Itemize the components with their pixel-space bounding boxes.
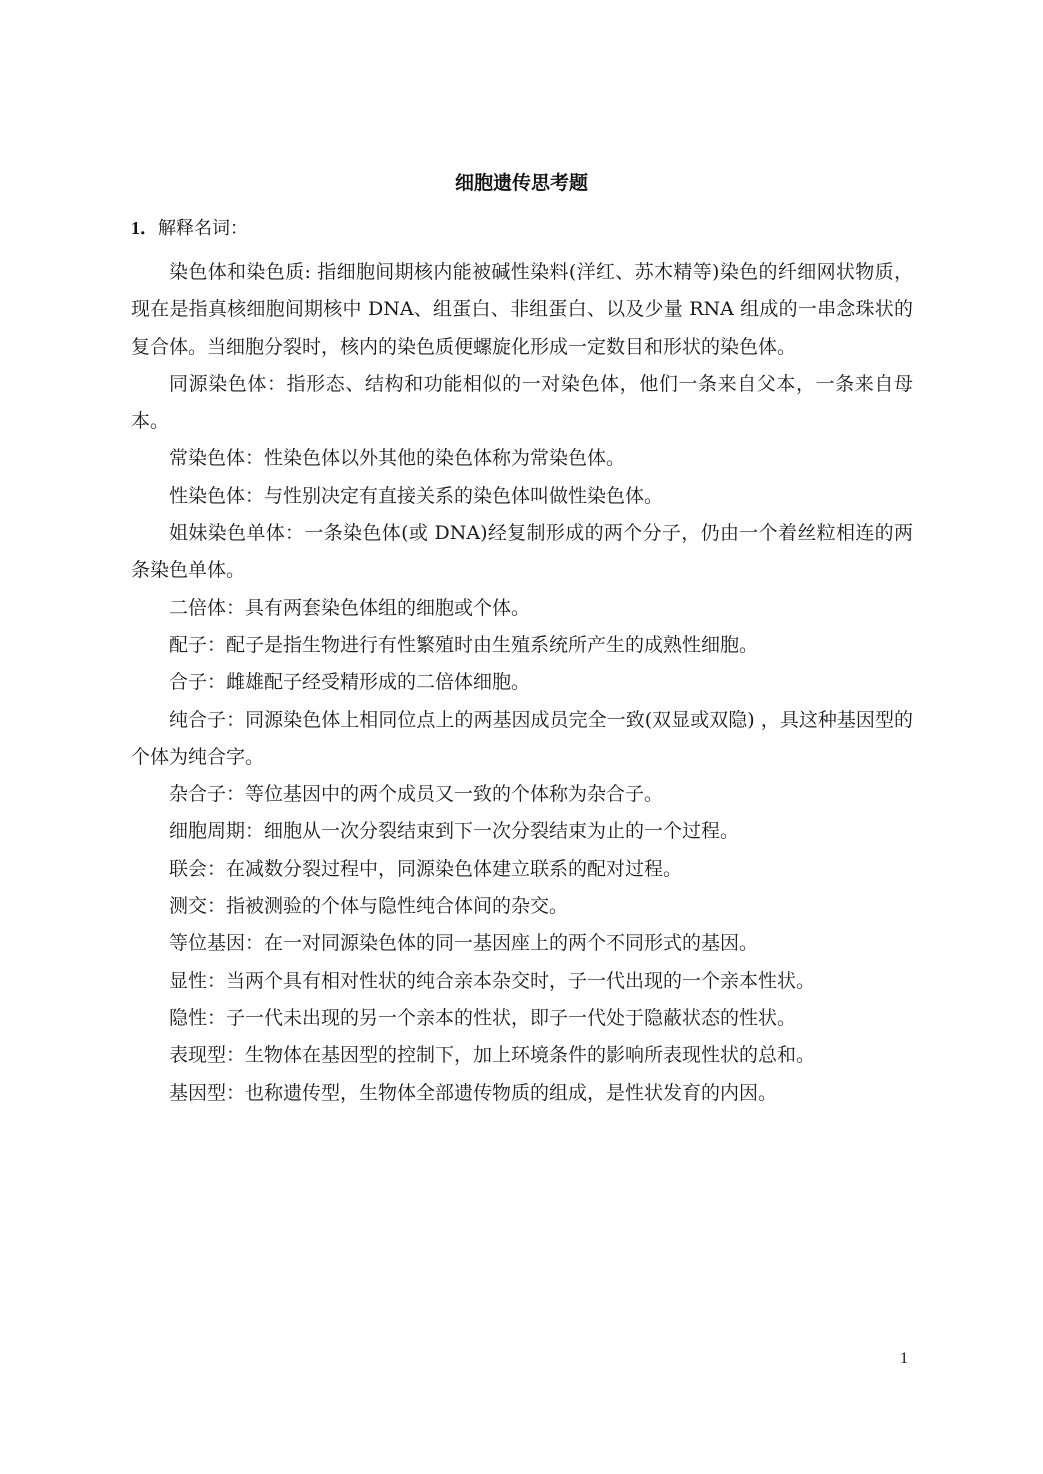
definition-paragraph: 染色体和染色质: 指细胞间期核内能被碱性染料(洋红、苏木精等)染色的纤细网状物质，现在是指真核细胞间期核中 DNA、组蛋白、非组蛋白、以及少量 RNA 组成的一串念珠状的复合体。当细胞分裂时，核内的染色质便螺旋化形成一定数目和形状的染色体。 (131, 261, 913, 358)
definition-paragraph: 表现型：生物体在基因型的控制下，加上环境条件的影响所表现性状的总和。 (169, 1044, 816, 1067)
definition-paragraph: 合子：雌雄配子经受精形成的二倍体细胞。 (169, 671, 531, 694)
section-heading (131, 214, 248, 240)
definition-paragraph: 常染色体：性染色体以外其他的染色体称为常染色体。 (169, 447, 626, 470)
definition-paragraph: 基因型：也称遗传型，生物体全部遗传物质的组成，是性状发育的内因。 (169, 1081, 778, 1104)
definition-paragraph: 二倍体：具有两套染色体组的细胞或个体。 (169, 596, 531, 619)
definition-paragraph: 配子：配子是指生物进行有性繁殖时由生殖系统所产生的成熟性细胞。 (169, 633, 759, 656)
definition-paragraph: 同源染色体：指形态、结构和功能相似的一对染色体，他们一条来自父本，一条来自母本。 (131, 372, 913, 433)
definition-paragraph: 姐妹染色单体：一条染色体(或 DNA)经复制形成的两个分子，仍由一个着丝粒相连的两条染色单体。 (131, 522, 913, 582)
definitions-list (131, 254, 913, 1112)
definition-paragraph: 显性：当两个具有相对性状的纯合亲本杂交时，子一代出现的一个亲本性状。 (169, 969, 816, 992)
definition-paragraph: 隐性：子一代未出现的另一个亲本的性状，即子一代处于隐蔽状态的性状。 (169, 1006, 797, 1029)
definition-paragraph: 纯合子：同源染色体上相同位点上的两基因成员完全一致(双显或双隐) ，具这种基因型的个体为纯合字。 (131, 708, 913, 768)
page-number: 1 (900, 1350, 908, 1367)
definition-paragraph: 测交：指被测验的个体与隐性纯合体间的杂交。 (169, 895, 569, 918)
section-heading-text: 解释名词： (158, 218, 248, 239)
definition-paragraph: 杂合子：等位基因中的两个成员又一致的个体称为杂合子。 (169, 783, 664, 806)
definition-paragraph: 等位基因：在一对同源染色体的同一基因座上的两个不同形式的基因。 (169, 932, 759, 955)
definition-paragraph: 细胞周期：细胞从一次分裂结束到下一次分裂结束为止的一个过程。 (169, 820, 740, 843)
definition-paragraph: 性染色体：与性别决定有直接关系的染色体叫做性染色体。 (169, 484, 664, 507)
section-number: 1． (131, 218, 158, 238)
document-title: 细胞遗传思考题 (454, 172, 588, 194)
definition-paragraph: 联会：在减数分裂过程中，同源染色体建立联系的配对过程。 (169, 857, 683, 880)
